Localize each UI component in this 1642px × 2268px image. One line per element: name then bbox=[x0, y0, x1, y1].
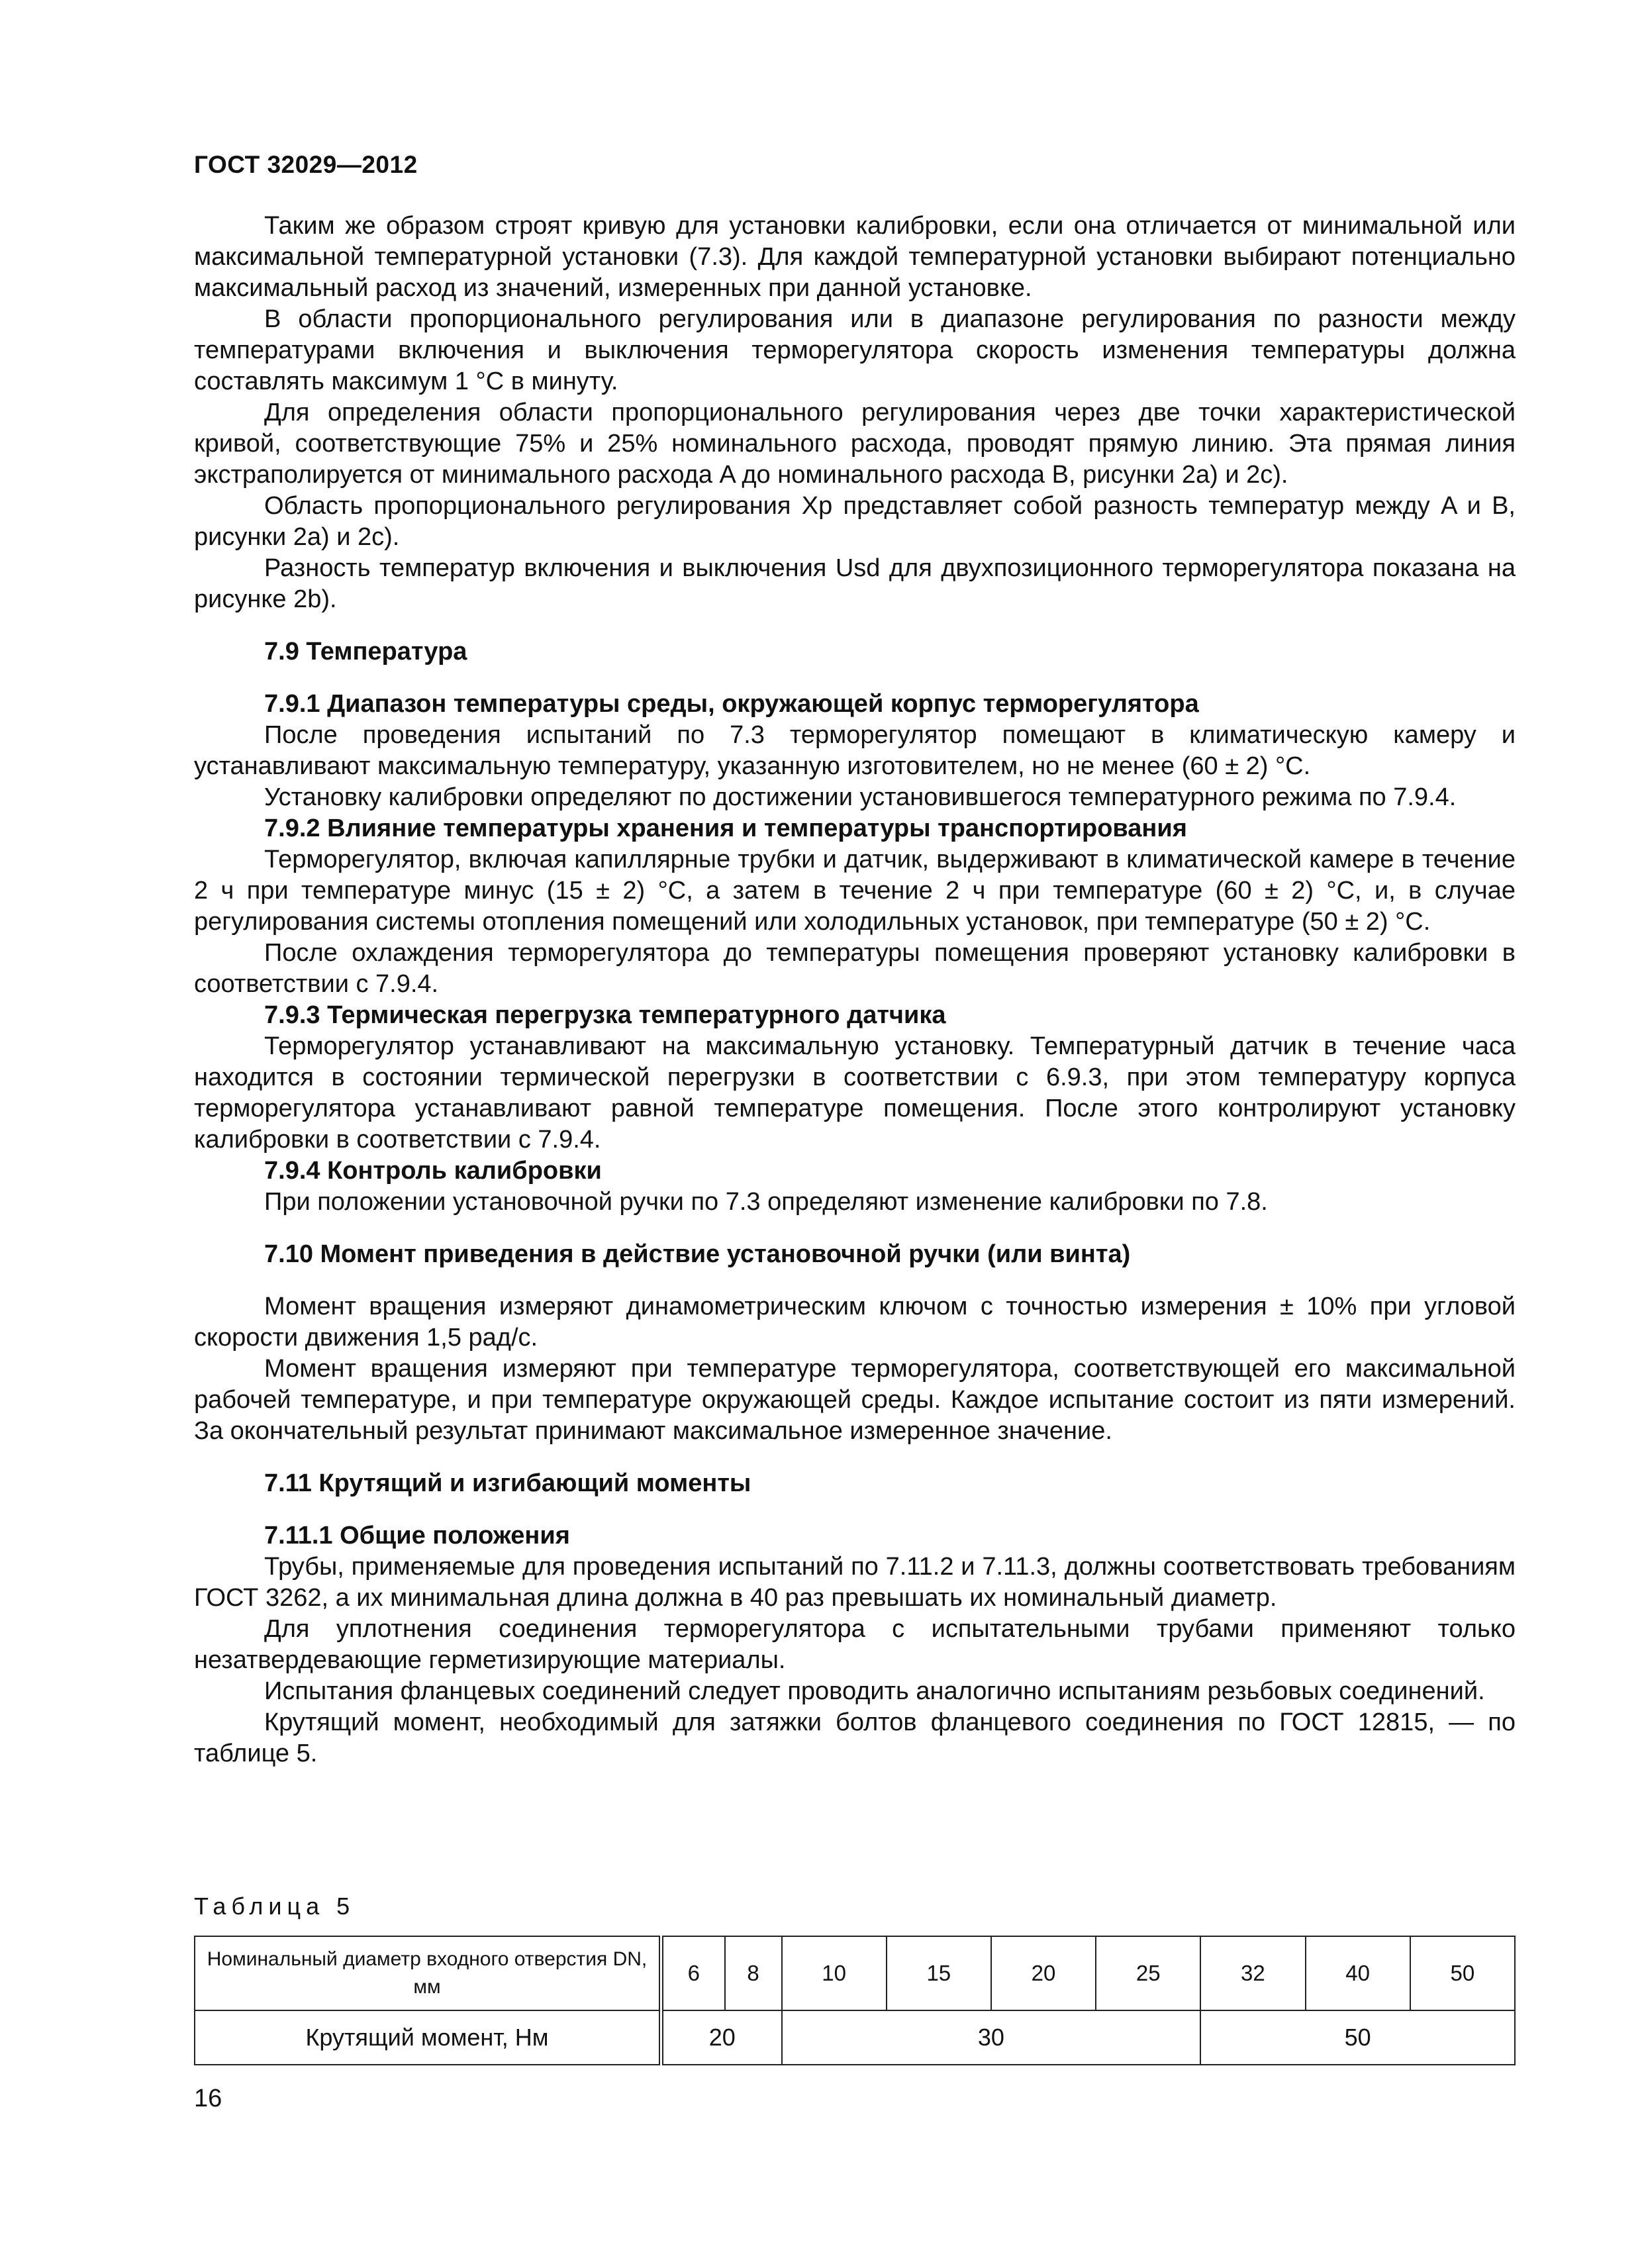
table-cell-diameter: 40 bbox=[1306, 1936, 1410, 2010]
table-cell-torque: 20 bbox=[661, 2010, 782, 2065]
table-cell-diameter: 8 bbox=[725, 1936, 782, 2010]
paragraph: Установку калибровки определяют по достижении установившегося температурного режима по 7.9.4. bbox=[264, 783, 1457, 811]
paragraph: Трубы, применяемые для проведения испытаний по 7.11.2 и 7.11.3, должны соответствовать требованиям ГОСТ 3262, а их минимальная длина должна в 40 раз превышать их номинальный диаметр. bbox=[194, 1553, 1516, 1612]
section-heading-7-11-1: 7.11.1 Общие положения bbox=[264, 1522, 570, 1550]
table-cell-diameter: 32 bbox=[1200, 1936, 1305, 2010]
table-cell-diameter: 50 bbox=[1410, 1936, 1515, 2010]
table-row-header-torque: Крутящий момент, Нм bbox=[195, 2010, 661, 2065]
paragraph: Для уплотнения соединения терморегулятора с испытательными трубами применяют только незатвердевающие герметизирующие материалы. bbox=[194, 1615, 1516, 1674]
section-heading-7-9-4: 7.9.4 Контроль калибровки bbox=[264, 1157, 602, 1185]
table-cell-diameter: 10 bbox=[782, 1936, 887, 2010]
paragraph: Терморегулятор, включая капиллярные трубки и датчик, выдерживают в климатической камере в течение 2 ч при температуре минус (15 ± 2) °С, а затем в течение 2 ч при температуре (60 ± 2) °С, и, в случае регулирования системы отопления помещений или холодильных установок, при температуре (50 ± 2) °С. bbox=[194, 846, 1516, 936]
paragraph: При положении установочной ручки по 7.3 определяют изменение калибровки по 7.8. bbox=[264, 1188, 1268, 1216]
table-cell-diameter: 6 bbox=[661, 1936, 725, 2010]
table-row bbox=[195, 2010, 1515, 2065]
section-heading-7-9-2: 7.9.2 Влияние температуры хранения и температуры транспортирования bbox=[264, 814, 1187, 842]
section-heading-7-10: 7.10 Момент приведения в действие установочной ручки (или винта) bbox=[264, 1240, 1131, 1268]
section-heading-7-9: 7.9 Температура bbox=[264, 638, 467, 666]
paragraph: В области пропорционального регулирования или в диапазоне регулирования по разности между температурами включения и выключения терморегулятора скорость изменения температуры должна составлять максимум 1 °С в минуту. bbox=[194, 305, 1516, 395]
paragraph: Разность температур включения и выключения Usd для двухпозиционного терморегулятора показана на рисунке 2b). bbox=[194, 554, 1516, 613]
paragraph: Терморегулятор устанавливают на максимальную установку. Температурный датчик в течение часа находится в состоянии термической перегрузки в соответствии с 6.9.3, при этом температуру корпуса терморегулятора устанавливают равной температуре помещения. После этого контролируют установку калибровки в соответствии с 7.9.4. bbox=[194, 1032, 1516, 1154]
paragraph: После проведения испытаний по 7.3 терморегулятор помещают в климатическую камеру и устанавливают максимальную температуру, указанную изготовителем, но не менее (60 ± 2) °С. bbox=[194, 721, 1516, 780]
section-heading-7-9-3: 7.9.3 Термическая перегрузка температурного датчика bbox=[264, 1001, 946, 1029]
section-heading-7-11: 7.11 Крутящий и изгибающий моменты bbox=[264, 1469, 751, 1497]
document-body bbox=[194, 211, 1516, 1769]
table-cell-diameter: 20 bbox=[991, 1936, 1096, 2010]
standard-header: ГОСТ 32029—2012 bbox=[194, 151, 418, 178]
table-row bbox=[195, 1936, 1515, 2010]
table-cell-torque: 50 bbox=[1200, 2010, 1515, 2065]
paragraph: Момент вращения измеряют динамометрическим ключом с точностью измерения ± 10% при угловой скорости движения 1,5 рад/с. bbox=[194, 1293, 1516, 1352]
table-row-header-diameter: Номинальный диаметр входного отверстия DN, мм bbox=[195, 1936, 661, 2010]
paragraph: Момент вращения измеряют при температуре терморегулятора, соответствующей его максимальной рабочей температуре, и при температуре окружающей среды. Каждое испытание состоит из пяти измерений. За окончательный результат принимают максимальное измеренное значение. bbox=[194, 1355, 1516, 1445]
paragraph: Крутящий момент, необходимый для затяжки болтов фланцевого соединения по ГОСТ 12815, — по таблице 5. bbox=[194, 1708, 1516, 1767]
paragraph: Для определения области пропорционального регулирования через две точки характеристической кривой, соответствующие 75% и 25% номинального расхода, проводят прямую линию. Эта прямая линия экстраполируется от минимального расхода A до номинального расхода B, рисунки 2a) и 2c). bbox=[194, 399, 1516, 489]
table-cell-diameter: 15 bbox=[887, 1936, 991, 2010]
table-cell-torque: 30 bbox=[782, 2010, 1201, 2065]
paragraph: Область пропорционального регулирования Xp представляет собой разность температур между A и B, рисунки 2a) и 2c). bbox=[194, 492, 1516, 551]
table-5 bbox=[194, 1936, 1516, 2065]
table-caption: Таблица 5 bbox=[194, 1893, 356, 1920]
page-number: 16 bbox=[194, 2085, 222, 2112]
table-cell-diameter: 25 bbox=[1096, 1936, 1200, 2010]
paragraph: После охлаждения терморегулятора до температуры помещения проверяют установку калибровки в соответствии с 7.9.4. bbox=[194, 939, 1516, 998]
section-heading-7-9-1: 7.9.1 Диапазон температуры среды, окружающей корпус терморегулятора bbox=[264, 690, 1199, 718]
paragraph: Испытания фланцевых соединений следует проводить аналогично испытаниям резьбовых соединений. bbox=[264, 1677, 1485, 1705]
paragraph: Таким же образом строят кривую для установки калибровки, если она отличается от минимальной или максимальной температурной установки (7.3). Для каждой температурной установки выбирают потенциально максимальный расход из значений, измеренных при данной установке. bbox=[194, 212, 1516, 302]
